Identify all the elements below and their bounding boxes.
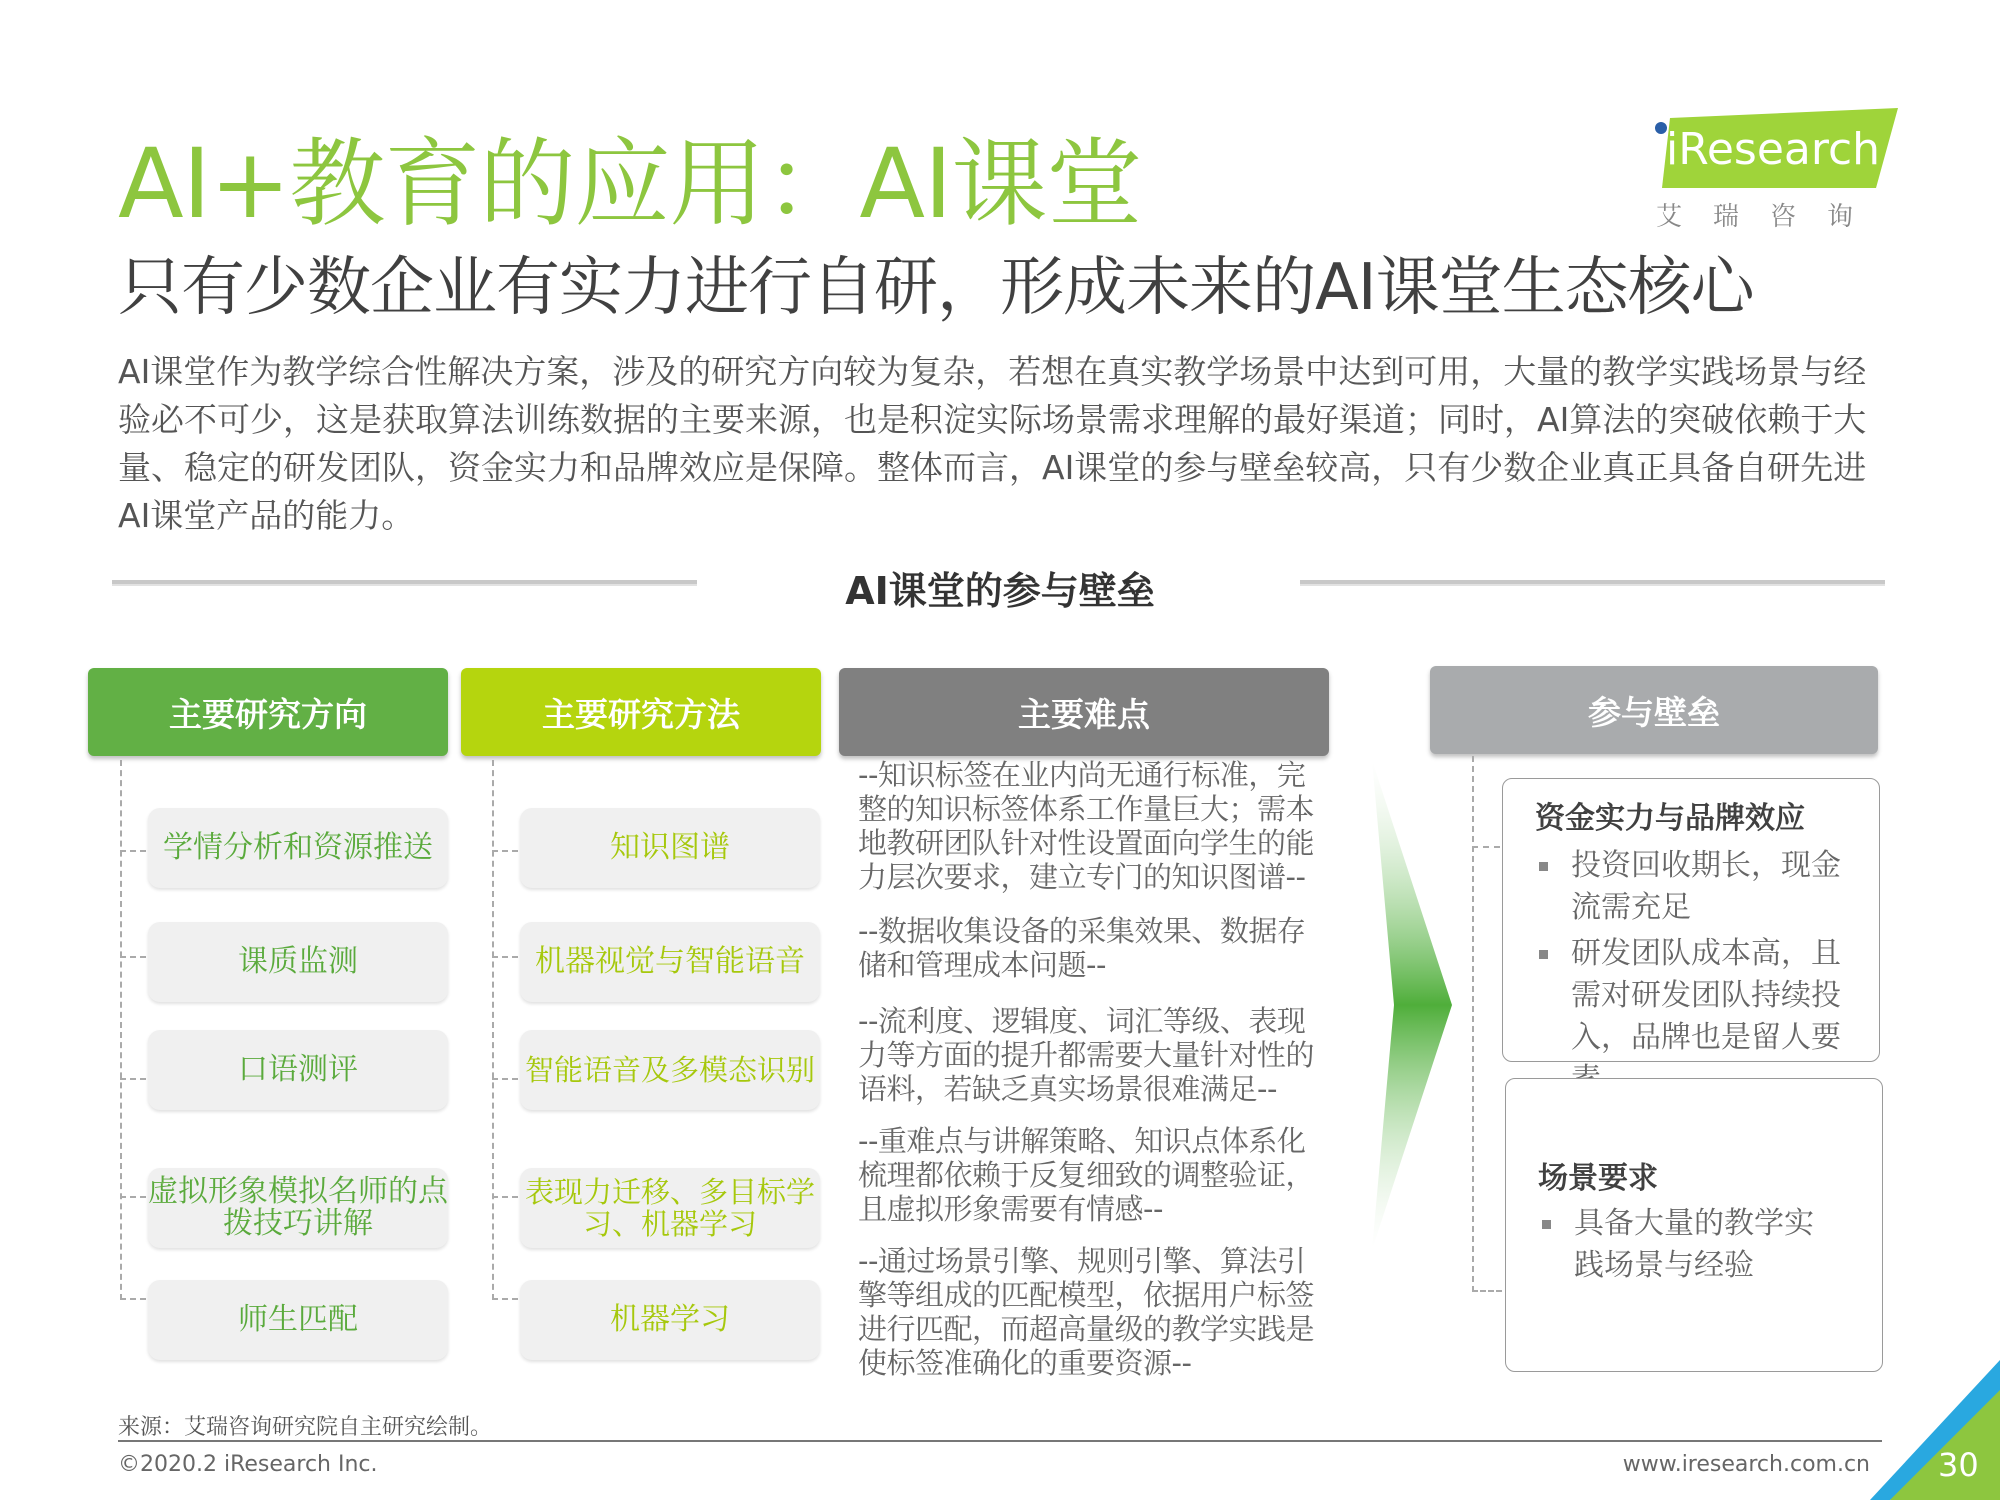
panel-title: 资金实力与品牌效应: [1535, 801, 1805, 836]
direction-item: 虚拟形象模拟名师的点拨技巧讲解: [148, 1168, 448, 1248]
arrow-right-icon: [1372, 760, 1452, 1250]
bullet-list: [1538, 1203, 1838, 1287]
tree-connector: [1472, 1290, 1502, 1292]
barriers-header: 参与壁垒: [1430, 666, 1878, 754]
method-item: 智能语音及多模态识别: [520, 1030, 820, 1110]
methods-tree-line: [492, 760, 494, 1300]
direction-item: 学情分析和资源推送: [148, 808, 448, 888]
tree-connector: [492, 1078, 518, 1080]
directions-tree-line: [120, 760, 122, 1300]
logo-wordmark: iResearch: [1666, 124, 1881, 175]
bullet-item: 具备大量的教学实践场景与经验: [1538, 1203, 1838, 1287]
bullet-list: [1535, 845, 1865, 1101]
direction-item: 口语测评: [148, 1030, 448, 1110]
bullet-item: 投资回收期长，现金流需充足: [1535, 845, 1865, 929]
tree-connector: [492, 1196, 518, 1198]
tree-connector: [492, 956, 518, 958]
corner-decoration: [1870, 1360, 2000, 1500]
difficulty-text: --数据收集设备的采集效果、数据存储和管理成本问题--: [858, 914, 1306, 982]
direction-item: 师生匹配: [148, 1280, 448, 1360]
tree-connector: [1472, 846, 1500, 848]
tree-connector: [120, 1298, 146, 1300]
methods-header: 主要研究方法: [461, 668, 821, 756]
method-item: 机器视觉与智能语音: [520, 922, 820, 1002]
barrier-panel-scenario: [1505, 1078, 1883, 1372]
direction-item: 课质监测: [148, 922, 448, 1002]
difficulty-text: --重难点与讲解策略、知识点体系化梳理都依赖于反复细致的调整验证，且虚拟形象需要有情感--: [858, 1124, 1315, 1226]
difficulty-text: --知识标签在业内尚无通行标准，完整的知识标签体系工作量巨大；需本地教研团队针对性设置面向学生的能力层次要求，建立专门的知识图谱--: [858, 758, 1315, 894]
section-title: AI课堂的参与壁垒: [845, 569, 1155, 613]
panel-title: 场景要求: [1538, 1161, 1658, 1196]
website-link[interactable]: www.iresearch.com.cn: [1622, 1452, 1870, 1477]
copyright-text: ©2020.2 iResearch Inc.: [118, 1452, 378, 1477]
footer-divider: [118, 1440, 1882, 1442]
directions-header: 主要研究方向: [88, 668, 448, 756]
page-title: AI+教育的应用：AI课堂: [118, 128, 1142, 240]
difficulty-text: --通过场景引擎、规则引擎、算法引擎等组成的匹配模型，依据用户标签进行匹配，而超高量级的教学实践是使标签准确化的重要资源--: [858, 1244, 1315, 1380]
page-subtitle: 只有少数企业有实力进行自研，形成未来的AI课堂生态核心: [118, 251, 1754, 325]
source-note: 来源：艾瑞咨询研究院自主研究绘制。: [118, 1415, 493, 1440]
method-item: 机器学习: [520, 1280, 820, 1360]
intro-paragraph: AI课堂作为教学综合性解决方案，涉及的研究方向较为复杂，若想在真实教学场景中达到可用，大量的教学实践场景与经验必不可少，这是获取算法训练数据的主要来源，也是积淀实际场景需求理解的最好渠道；同时，AI算法的突破依赖于大量、稳定的研发团队，资金实力和品牌效应是保障。整体而言，AI课堂的参与壁垒较高，只有少数企业真正具备自研先进AI课堂产品的能力。: [118, 352, 1867, 535]
tree-connector: [492, 1298, 518, 1300]
method-item: 表现力迁移、多目标学习、机器学习: [520, 1168, 820, 1248]
barrier-panel-funding: [1502, 778, 1880, 1062]
tree-connector: [120, 956, 146, 958]
logo-chinese-name: 艾瑞咨询: [1656, 202, 1885, 232]
bullet-item: 研发团队成本高，且需对研发团队持续投入，品牌也是留人要: [1535, 933, 1865, 1101]
tree-connector: [492, 850, 518, 852]
page-number: 30: [1938, 1446, 1979, 1484]
difficulty-text: --流利度、逻辑度、词汇等级、表现力等方面的提升都需要大量针对性的语料，若缺乏真实场景很难满足--: [858, 1004, 1315, 1106]
difficulties-header: 主要难点: [839, 668, 1329, 756]
method-item: 知识图谱: [520, 808, 820, 888]
tree-connector: [120, 850, 146, 852]
tree-connector: [120, 1196, 146, 1198]
barriers-tree-line: [1472, 756, 1474, 1292]
tree-connector: [120, 1078, 146, 1080]
